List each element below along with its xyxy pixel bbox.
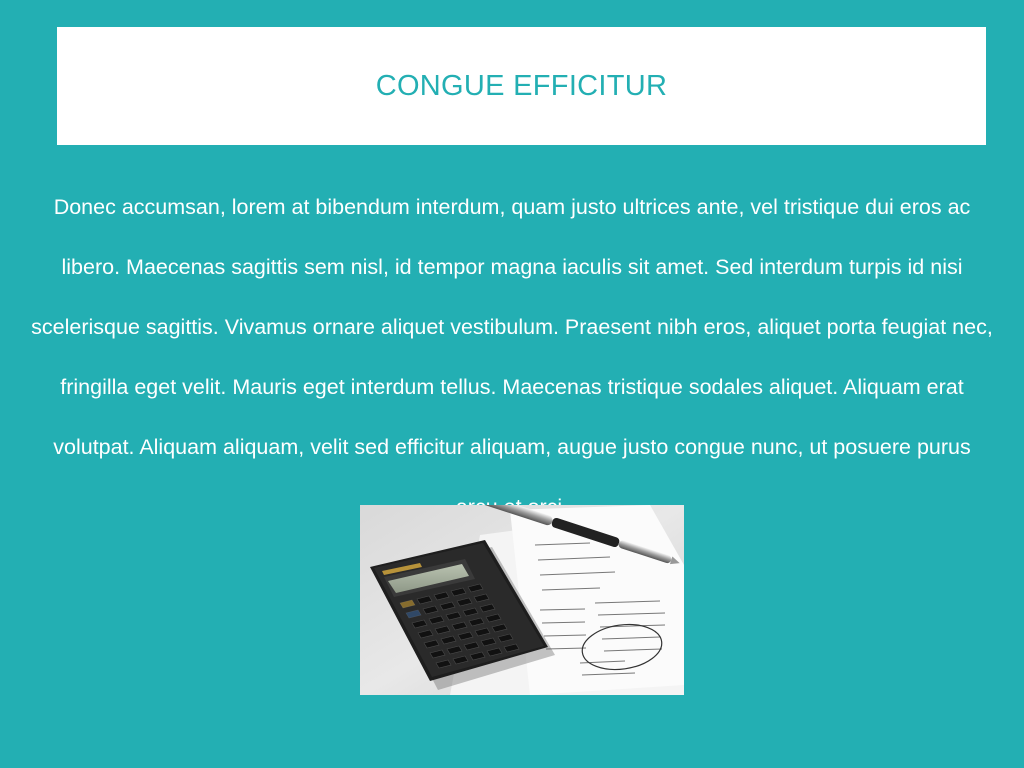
title-box <box>57 27 986 145</box>
slide-title: CONGUE EFFICITUR <box>375 69 668 102</box>
slide-body-text: Donec accumsan, lorem at bibendum interdum, quam justo ultrices ante, vel tristique dui eros ac libero. Maecenas sagittis sem nisl, id tempor magna iaculis sit amet. Sed interdum turpis id nisi scelerisque sagittis. Vivamus ornare aliquet vestibulum. Praesent nibh eros, aliquet porta feugiat nec, fringilla eget velit. Mauris eget interdum tellus. Maecenas tristique sodales aliquet. Aliquam erat volutpat. Aliquam aliquam, velit sed efficitur aliquam, augue justo congue nunc, ut posuere purus <box>31 195 993 459</box>
calculator-photo <box>360 505 684 695</box>
